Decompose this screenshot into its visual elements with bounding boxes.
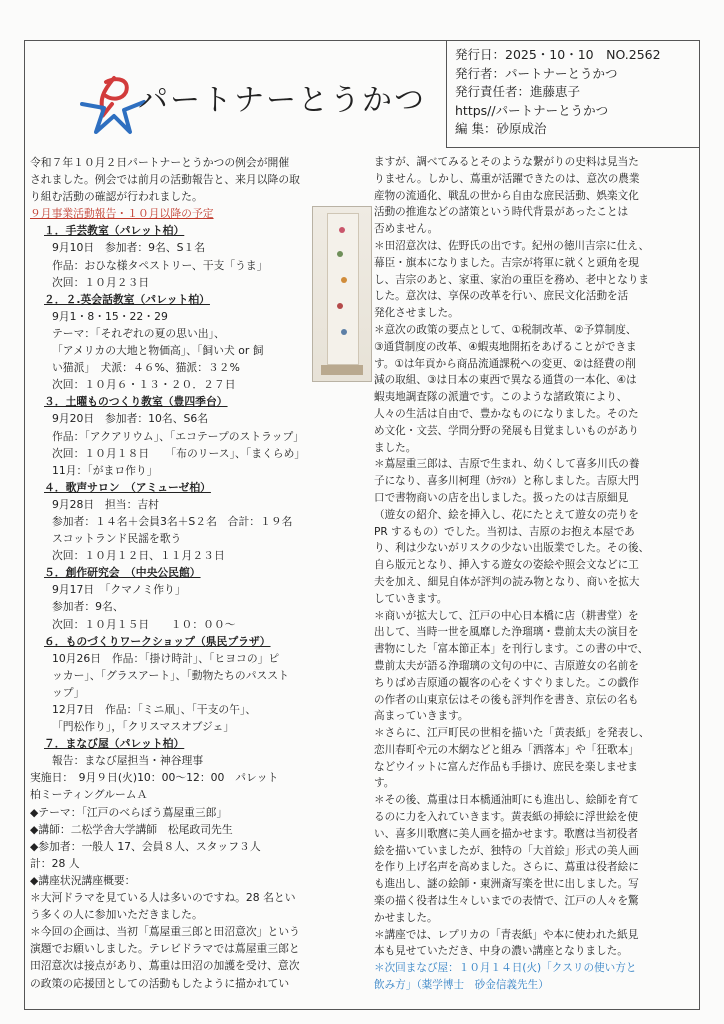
body-line: 演題でお願いしました。テレビドラマでは蔦屋重三郎と <box>30 942 300 956</box>
section-line: 12月7日 作品：「ミニ凧」、「干支の午」、 <box>52 703 257 716</box>
article-line: ました。 <box>374 441 417 454</box>
section-line: い猫派」 犬派：４６%、猫派：３２% <box>52 361 240 375</box>
article-line: 高まっていきます。 <box>374 710 469 723</box>
section-line: 次回：１０月１２日、１１月２３日 <box>52 549 225 563</box>
newsletter-title: パートナーとうかつ <box>138 83 426 118</box>
article-line: 夫を加え、細見自体が評判の読み物となり、商いを拡大 <box>374 575 640 588</box>
section-heading: １．手芸教室（パレット柏） <box>44 224 185 238</box>
publication-info <box>446 40 700 148</box>
article-line: し、吉宗のあと、家重、家治の重臣を務め、老中となりま <box>374 273 650 286</box>
issue-date: 発行日：2025・10・10 NO.2562 <box>455 47 661 62</box>
article-line: ＊田沼意次は、佐野氏の出です。紀州の徳川吉宗に仕え、 <box>374 239 650 252</box>
article-line: などウイットに富んだ作品も手掛け、庶民を楽しませま <box>374 760 638 773</box>
section-line: 9月20日 参加者：10名、S6名 <box>52 412 209 426</box>
article-line: い、喜多川歌麿に美人画を描かせます。歌麿は当初役者 <box>374 827 638 840</box>
body-line: ◆講座状況講座概要： <box>30 873 136 887</box>
body-line: 実施日： 9月９日(火)10：00～12：00 パレット <box>30 771 279 785</box>
article-line: す。 <box>374 777 395 790</box>
right-column <box>374 154 696 994</box>
header-title-area <box>24 40 444 148</box>
article-line: していきます。 <box>374 592 448 605</box>
article-line: 楽の描く役者は生々しいまでの表情で、江戸の人々を驚 <box>374 895 639 908</box>
section-line: 「アメリカの大地と物価高」、「飼い犬 or 飼 <box>52 344 264 358</box>
body-line: 田沼意次は接点があり、蔦重は田沼の加護を受け、意次 <box>30 959 300 973</box>
article-line: るのに力を入れていきます。黄表紙の挿絵に浮世絵を使 <box>374 811 638 824</box>
article-line: ＊講座では、レプリカの「青表紙」や本に使われた紙見 <box>374 928 639 941</box>
article-line: ＊その後、蔦重は日本橋通油町にも進出し、絵師を育て <box>374 794 639 807</box>
section-line: 9月17日 「クマノミ作り」 <box>52 583 186 597</box>
article-line: の作者の山東京伝はその後も評判作を書き、京伝の名も <box>374 693 639 706</box>
section-heading: ３．土曜ものつくり教室（豊四季台） <box>44 395 228 409</box>
article-line: 子になり、喜多川柯理（ｶﾗﾏﾙ）と称しました。吉原大門 <box>374 475 639 488</box>
section-line: ップ」 <box>52 685 85 699</box>
body-line: ◆参加者：一般人 17、会員８人、スタッフ３人 <box>30 839 261 853</box>
section-line: スコットランド民謡を歌う <box>52 532 182 546</box>
article-line: 絵を描いていましたが、独特の「大首絵」形式の美人画 <box>374 844 639 857</box>
next-session-notice: ＊次回まなび屋：１０月１４日(火)「クスリの使い方と <box>374 962 637 975</box>
article-line: した。意次は、享保の改革を行い、庶民文化活動を活 <box>374 290 629 303</box>
section-line: 次回：１０月１８日 「布のリース」、「まくらめ」 <box>52 446 306 460</box>
section-heading: ４．歌声サロン （アミューゼ柏） <box>44 480 211 494</box>
left-column <box>30 154 370 992</box>
section-line: 次回：１０月１５日 １０：００～ <box>52 617 236 631</box>
article-line: ③通貨制度の改革、④蝦夷地開拓をあげることができま <box>374 340 637 353</box>
article-line: 書物にした「富本節正本」を刊行します。この書の中で、 <box>374 643 649 656</box>
article-line: りません。しかし、蔦重が活躍できたのは、意次の農業 <box>374 172 640 185</box>
article-line: 蝦夷地調査隊の派遣です。このような諸政策により、 <box>374 391 628 404</box>
article-line: 本も見せていただき、中身の濃い講座となりました。 <box>374 945 628 958</box>
article-line: 人々の生活は自由で、豊かなものになりました。そのた <box>374 407 639 420</box>
article-line: 活動の推進などの諸策という時代背景があったことは <box>374 206 629 219</box>
intro-line: されました。例会では前月の活動報告と、来月以降の取 <box>30 173 300 187</box>
article-line: ＊蔦屋重三郎は、吉原で生まれ、幼くして喜多川氏の養 <box>374 458 640 471</box>
article-line: （遊女の紹介、絵を挿入し、花にたとえて遊女の売りを <box>374 508 639 521</box>
article-line: 減の取組、③は日本の東西で異なる通貨の一本化、④は <box>374 374 637 387</box>
article-line: め文化・文芸、学問分野の発展も目覚ましいものがあり <box>374 424 639 437</box>
section-line: 9月28日 担当：吉村 <box>52 497 159 511</box>
article-line: も進出し、謎の絵師・東洲斎写楽を世に出しました。写 <box>374 878 639 891</box>
article-line: す。①は年貢から商品流通課税への変更、②は経費の削 <box>374 357 636 370</box>
article-line: 産物の流通化、戦乱の世から自由な庶民活動、娯楽文化 <box>374 189 639 202</box>
article-line: 出して、当時一世を風靡した浄瑠璃・豊前太夫の演目を <box>374 626 639 639</box>
responsible-person: 発行責任者：進藤恵子 <box>455 84 581 99</box>
next-session-notice: 飲み方」（薬学博士 砂金信義先生） <box>374 979 549 992</box>
section-line: 参加者：１４名＋会員3名＋S２名 合計：１９名 <box>52 514 293 528</box>
body-line: 計：28 人 <box>30 856 80 870</box>
article-line: ＊意次の政策の要点として、①税制改革、②予算制度、 <box>374 323 637 336</box>
article-line: 幕臣・旗本になりました。吉宗が将軍に就くと頭角を現 <box>374 256 639 269</box>
section-line: 報告：まなび屋担当・神谷理事 <box>52 754 204 768</box>
section-heading: ７．まなび屋（パレット柏） <box>44 737 185 751</box>
article-line: 恋川春町や元の木網などと組み「洒落本」や「狂歌本」 <box>374 743 639 756</box>
section-line: テーマ：「それぞれの夏の思い出」、 <box>52 326 225 340</box>
section-line: 作品：おひな様タペストリー、干支「うま」 <box>52 258 268 272</box>
body-line: ◆テーマ：「江戸のべらぼう蔦屋重三郎」 <box>30 805 228 819</box>
body-line: ◆講師：二松学舎大学講師 松尾政司先生 <box>30 822 233 836</box>
section-line: 参加者：9名、 <box>52 600 124 614</box>
section-heading: ５．創作研究会 （中央公民館） <box>44 566 201 580</box>
website: https//パートナーとうかつ <box>455 102 609 118</box>
body-line: 柏ミーティングルームＡ <box>30 788 148 802</box>
article-line: を作り上げ名声を高めました。さらに、蔦重は役者絵に <box>374 861 639 874</box>
section-line: 次回：１０月２３日 <box>52 275 150 289</box>
article-line: ＊商いが拡大して、江戸の中心日本橋に店（耕書堂）を <box>374 609 639 622</box>
section-line: 9月1・8・15・22・29 <box>52 309 168 323</box>
article-line: ちりばめ吉原通の観客の心をくすぐりました。この戯作 <box>374 676 639 689</box>
publisher: 発行者：パートナーとうかつ <box>455 65 618 81</box>
section-line: 11月：「がまロ作り」 <box>52 463 158 477</box>
article-line: 自ら版元となり、挿入する遊女の姿絵や照会文などに工 <box>374 559 639 572</box>
article-line: 発化させました。 <box>374 307 459 320</box>
body-line: ＊今回の企画は、当初「蔦屋重三郎と田沼意次」という <box>30 925 300 939</box>
article-line: り、利は少ないがリスクの少ない出版業でした。その後、 <box>374 542 650 555</box>
section-line: 作品：「アクアリウム」、「エコテープのストラップ」 <box>52 429 305 443</box>
body-line: の政策の応援団としての活動もしたように描かれてい <box>30 976 290 990</box>
editor: 編 集：砂原成治 <box>455 121 547 136</box>
section-line: ッカー」、「グラスアート」、「動物たちのパススト <box>52 668 289 682</box>
report-title: ９月事業活動報告・１０月以降の予定 <box>30 207 214 221</box>
article-line: 否めません。 <box>374 223 439 236</box>
section-heading: ２．２.英会話教室（パレット柏） <box>44 292 210 306</box>
article-line: ＊さらに、江戸町民の世相を描いた「黄表紙」を発表し、 <box>374 727 650 740</box>
section-line: 9月10日 参加者：9名、S１名 <box>52 241 206 255</box>
body-line: ＊大河ドラマを見ている人は多いのですね。28 名とい <box>30 891 296 905</box>
intro-line: り組む活動の確認が行われました。 <box>30 190 203 204</box>
section-heading: ６．ものづくりワークショップ（県民プラザ） <box>44 634 271 648</box>
body-line: う多くの人に参加いただきました。 <box>30 908 203 922</box>
article-line: 豊前太夫が語る浄瑠璃の文句の中に、吉原遊女の名前を <box>374 659 639 672</box>
article-line: PR するもの）でした。当初は、吉原のお抱え本屋であ <box>374 525 635 538</box>
article-line: ますが、調べてみるとそのような繋がりの史料は見当た <box>374 156 639 168</box>
section-line: 次回：１０月６・１３・２０．２７日 <box>52 378 236 392</box>
article-line: 口で書物商いの店を出しました。扱ったのは吉原細見 <box>374 491 629 504</box>
article-line: かせました。 <box>374 911 438 924</box>
section-line: 「門松作り」，「クリスマスオブジェ」 <box>52 720 235 734</box>
section-line: 10月26日 作品：「掛け時計」、「ヒヨコの」ピ <box>52 651 280 665</box>
intro-line: 令和７年１０月２日パートナーとうかつの例会が開催 <box>30 156 290 169</box>
